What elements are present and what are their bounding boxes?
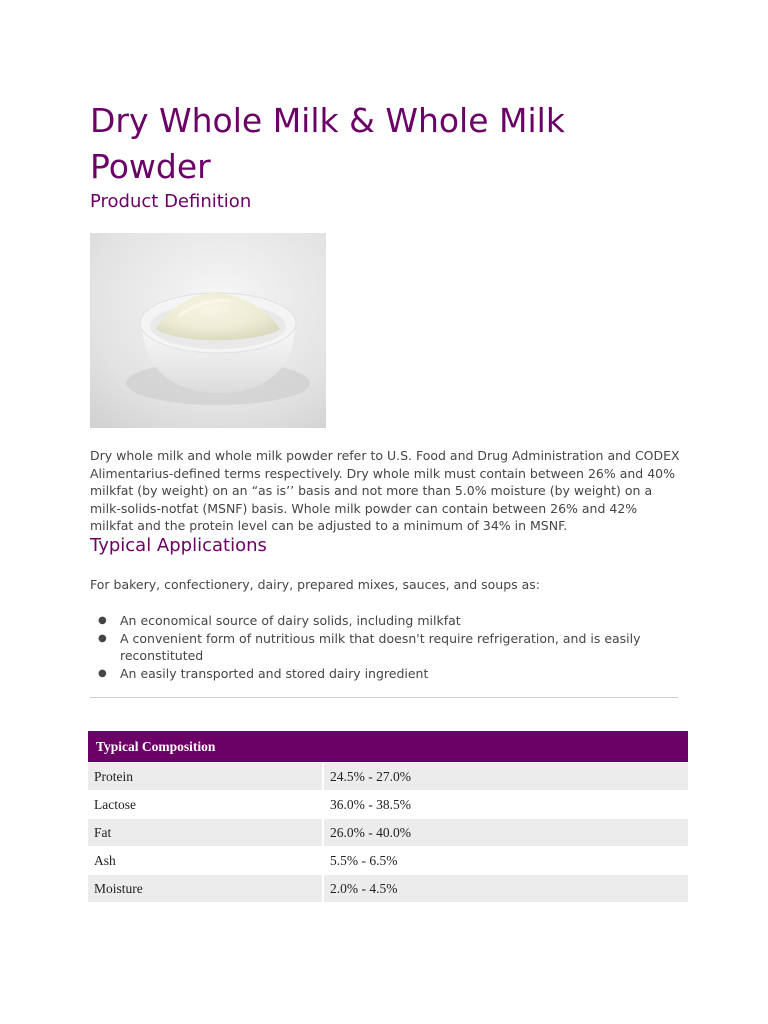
- list-item-text: A convenient form of nutritious milk that doesn't require refrigeration, and is easily reconstituted: [120, 631, 641, 663]
- list-item-text: An economical source of dairy solids, including milkfat: [120, 613, 461, 628]
- table-cell-label: Fat: [88, 818, 322, 846]
- table-cell-label: Moisture: [88, 874, 322, 902]
- bowl-image-icon: [90, 233, 326, 428]
- bullet-icon: ●: [98, 633, 107, 644]
- bullet-icon: ●: [98, 615, 107, 626]
- table-cell-value: 5.5% - 6.5%: [322, 846, 688, 874]
- table-header-row: [88, 731, 688, 762]
- table-cell-value: 24.5% - 27.0%: [322, 762, 688, 790]
- table-row: [88, 790, 688, 818]
- table-row: [88, 874, 688, 902]
- table-header: Typical Composition: [88, 731, 688, 762]
- table-cell-label: Ash: [88, 846, 322, 874]
- list-item: [98, 665, 690, 682]
- table-row: [88, 818, 688, 846]
- table-row: [88, 846, 688, 874]
- definition-paragraph: Dry whole milk and whole milk powder refer to U.S. Food and Drug Administration and CODEX Alimentarius-defined terms respectively. Dry whole milk must contain between 26% and 40% milkfat (by weight) on an “as is’’ basis and not more than 5.0% moisture (by weight) on a milk-solids-notfat (MSNF) basis. Whole milk powder can contain between 26% and 42% milkfat and the protein level can be adjusted to a minimum of 34% in MSNF.: [90, 448, 680, 534]
- applications-list: [90, 612, 690, 683]
- section-heading-typical-applications: Typical Applications: [90, 535, 267, 556]
- list-item: [98, 612, 690, 629]
- milk-powder-photo: [90, 233, 326, 428]
- applications-intro: For bakery, confectionery, dairy, prepared mixes, sauces, and soups as:: [90, 577, 540, 592]
- list-item: [98, 630, 690, 664]
- section-heading-product-definition: Product Definition: [90, 191, 252, 212]
- horizontal-divider: [90, 697, 678, 698]
- table-cell-value: 36.0% - 38.5%: [322, 790, 688, 818]
- list-item-text: An easily transported and stored dairy ingredient: [120, 666, 429, 681]
- table-cell-label: Protein: [88, 762, 322, 790]
- table-cell-value: 26.0% - 40.0%: [322, 818, 688, 846]
- table-row: [88, 762, 688, 790]
- table-cell-label: Lactose: [88, 790, 322, 818]
- bullet-icon: ●: [98, 668, 107, 679]
- table-cell-value: 2.0% - 4.5%: [322, 874, 688, 902]
- page-title: Dry Whole Milk & Whole Milk Powder: [90, 101, 565, 186]
- composition-table: [88, 731, 688, 902]
